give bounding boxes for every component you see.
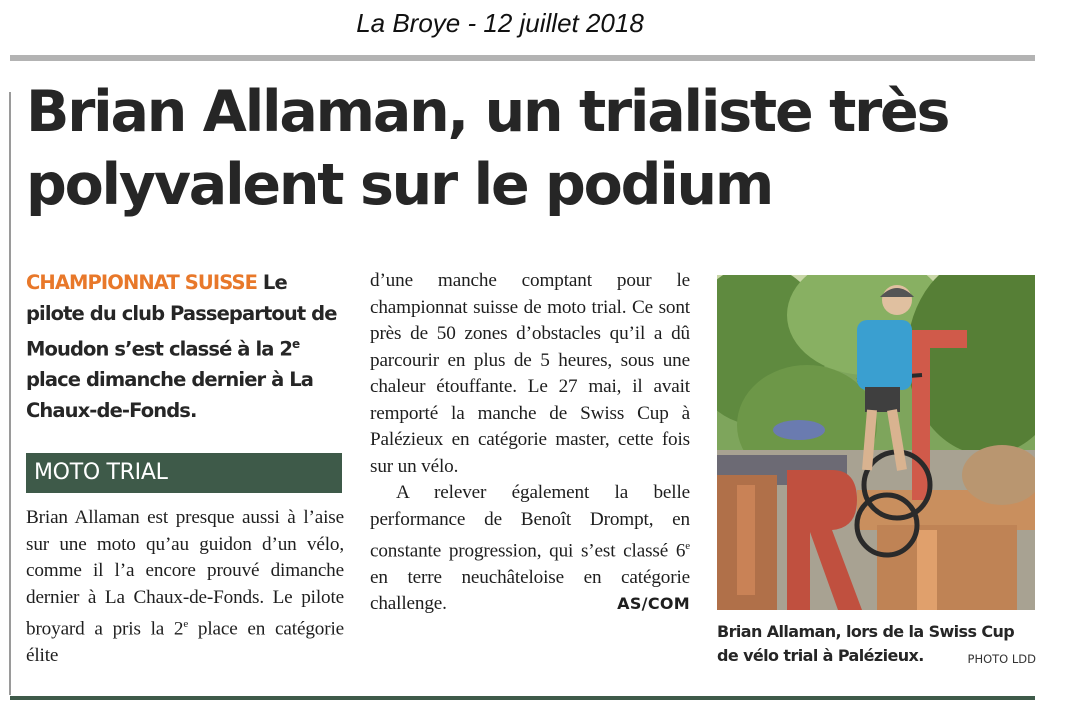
col1-text-b: place en catégorie élite	[26, 618, 345, 666]
lead-paragraph	[26, 268, 344, 426]
section-heading: MOTO TRIAL	[26, 453, 342, 493]
body-paragraph-1	[26, 505, 344, 669]
photo-caption: Brian Allaman, lors de la Swiss Cup de vélo trial à Palézieux.	[717, 622, 1015, 665]
photo-credit: PHOTO LDD	[967, 652, 1036, 666]
col1-text-a: Brian Allaman est presque aussi à l’aise sur une moto qu’au guidon d’un vélo, comme il l’a encore prouvé dimanche dernier à La Chaux-de-Fonds. Le pilote broyard a pris la 2	[26, 507, 344, 640]
kicker: CHAMPIONNAT SUISSE	[26, 271, 258, 294]
body-paragraph-2: d’une manche comptant pour le championnat suisse de moto trial. Ce sont près de 50 zones d’obstacles qu’il a dû parcourir en plus de 5 heures, sous une chaleur étouffante. Le 27 mai, il avait remporté la manche de Swiss Cup à Palézieux en catégorie master, cette fois sur un vélo.	[370, 270, 690, 477]
lead-superscript: e	[292, 337, 300, 351]
author-signature: AS/COM	[617, 594, 690, 614]
bottom-rule	[10, 696, 1035, 700]
article-headline: Brian Allaman, un trialiste très polyvalent sur le podium	[26, 79, 949, 218]
col1-superscript: e	[183, 618, 189, 630]
article-photo	[717, 275, 1035, 610]
top-rule	[10, 55, 1035, 61]
lead-text-b: place dimanche dernier à La Chaux-de-Fonds.	[26, 368, 314, 422]
column-1	[26, 268, 344, 669]
column-2	[370, 268, 690, 618]
source-line: La Broye - 12 juillet 2018	[356, 8, 644, 38]
photo-illustration	[717, 275, 1035, 610]
body-paragraph-3	[370, 480, 690, 618]
col2-text-b: en terre neuchâteloise en catégorie challenge.	[370, 566, 690, 615]
col2-superscript: e	[685, 540, 690, 552]
lead-text-a: Le pilote du club Passepartout de Moudon s’est classé à la 2	[26, 271, 337, 361]
col2-text-a: A relever également la belle performance de Benoît Drompt, en constante progression, qui s’est classé 6	[370, 482, 690, 562]
left-margin-rule	[9, 92, 11, 695]
